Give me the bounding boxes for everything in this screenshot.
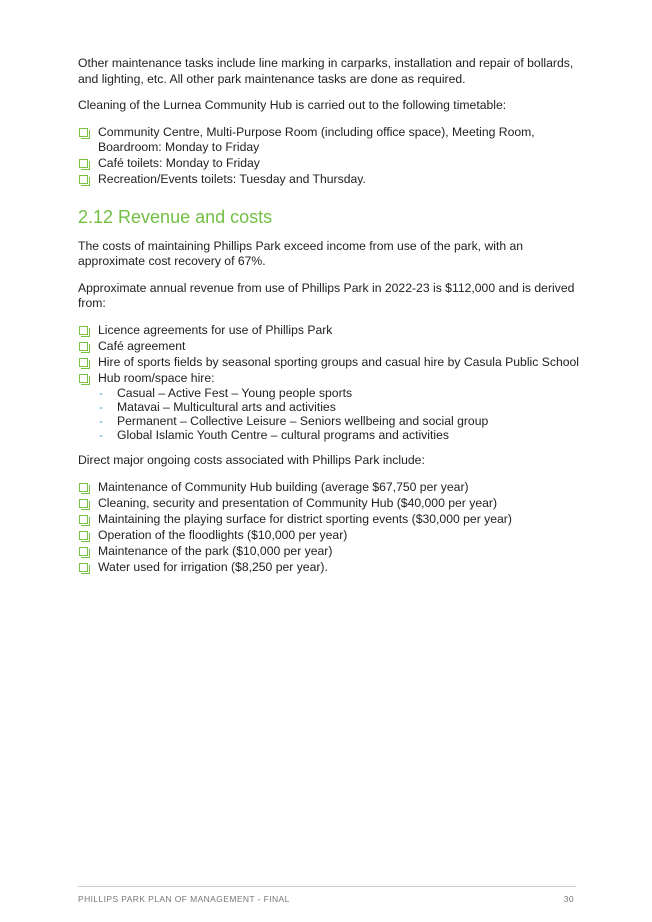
square-checkbox-icon [79, 374, 88, 383]
square-checkbox-icon [79, 499, 88, 508]
list-item: Hire of sports fields by seasonal sporting groups and casual hire by Casula Public School [78, 355, 578, 371]
section-heading: 2.12 Revenue and costs [78, 206, 273, 227]
dash-icon: - [99, 428, 104, 442]
dash-icon: - [99, 386, 104, 400]
document-page [78, 56, 578, 586]
square-checkbox-icon [79, 483, 88, 492]
square-checkbox-icon [79, 128, 88, 137]
intro-paragraph-maintenance: Other maintenance tasks include line marking in carparks, installation and repair of bollards, and lighting, etc. All other park maintenance tasks are done as required. [78, 56, 574, 86]
list-item: Community Centre, Multi-Purpose Room (including office space), Meeting Room, Boardroom: Monday to Friday [78, 125, 578, 156]
square-checkbox-icon [79, 326, 88, 335]
costs-paragraph: Direct major ongoing costs associated with Phillips Park include: [78, 453, 425, 467]
sub-list-item: - Global Islamic Youth Centre – cultural programs and activities [99, 428, 449, 442]
square-checkbox-icon [79, 547, 88, 556]
sub-list-item: - Matavai – Multicultural arts and activities [99, 400, 336, 414]
list-item: Maintenance of the park ($10,000 per year) [78, 544, 578, 560]
cost-recovery-paragraph: The costs of maintaining Phillips Park exceed income from use of the park, with an approximate cost recovery of 67%. [78, 238, 524, 268]
square-checkbox-icon [79, 159, 88, 168]
revenue-list [78, 323, 578, 443]
square-checkbox-icon [79, 563, 88, 572]
list-item: Licence agreements for use of Phillips Park [78, 323, 578, 339]
footer-title: PHILLIPS PARK PLAN OF MANAGEMENT - FINAL [78, 894, 290, 904]
costs-list [78, 480, 578, 576]
list-item: Maintaining the playing surface for district sporting events ($30,000 per year) [78, 512, 578, 528]
square-checkbox-icon [79, 531, 88, 540]
sub-list-item: - Permanent – Collective Leisure – Seniors wellbeing and social group [99, 414, 489, 428]
list-item: Operation of the floodlights ($10,000 per year) [78, 528, 578, 544]
square-checkbox-icon [79, 175, 88, 184]
list-item: Café agreement [78, 339, 578, 355]
square-checkbox-icon [79, 515, 88, 524]
list-item: Cleaning, security and presentation of Community Hub ($40,000 per year) [78, 496, 578, 512]
square-checkbox-icon [79, 358, 88, 367]
cleaning-timetable-list [78, 125, 578, 188]
list-item: Water used for irrigation ($8,250 per year). [78, 560, 578, 576]
sub-list-item: - Casual – Active Fest – Young people sports [99, 386, 353, 400]
list-item: Café toilets: Monday to Friday [78, 156, 578, 172]
list-item: Recreation/Events toilets: Tuesday and Thursday. [78, 172, 578, 188]
list-item: Maintenance of Community Hub building (average $67,750 per year) [78, 480, 578, 496]
dash-icon: - [99, 400, 104, 414]
dash-icon: - [99, 414, 104, 428]
page-footer [78, 886, 576, 904]
page-number: 30 [563, 894, 574, 904]
square-checkbox-icon [79, 342, 88, 351]
hub-hire-sublist [98, 386, 578, 442]
list-item: Hub room/space hire: - Casual – Active Fest – Young people sports - Matavai – Multicultural arts and activities - Permanent – Collective Leisure – Seniors wellbeing and social group - Global Islamic Youth Centre – cultural programs and activities [78, 371, 578, 443]
intro-paragraph-cleaning: Cleaning of the Lurnea Community Hub is carried out to the following timetable: [78, 98, 507, 112]
revenue-paragraph: Approximate annual revenue from use of Phillips Park in 2022-23 is $112,000 and is derived from: [78, 280, 575, 310]
